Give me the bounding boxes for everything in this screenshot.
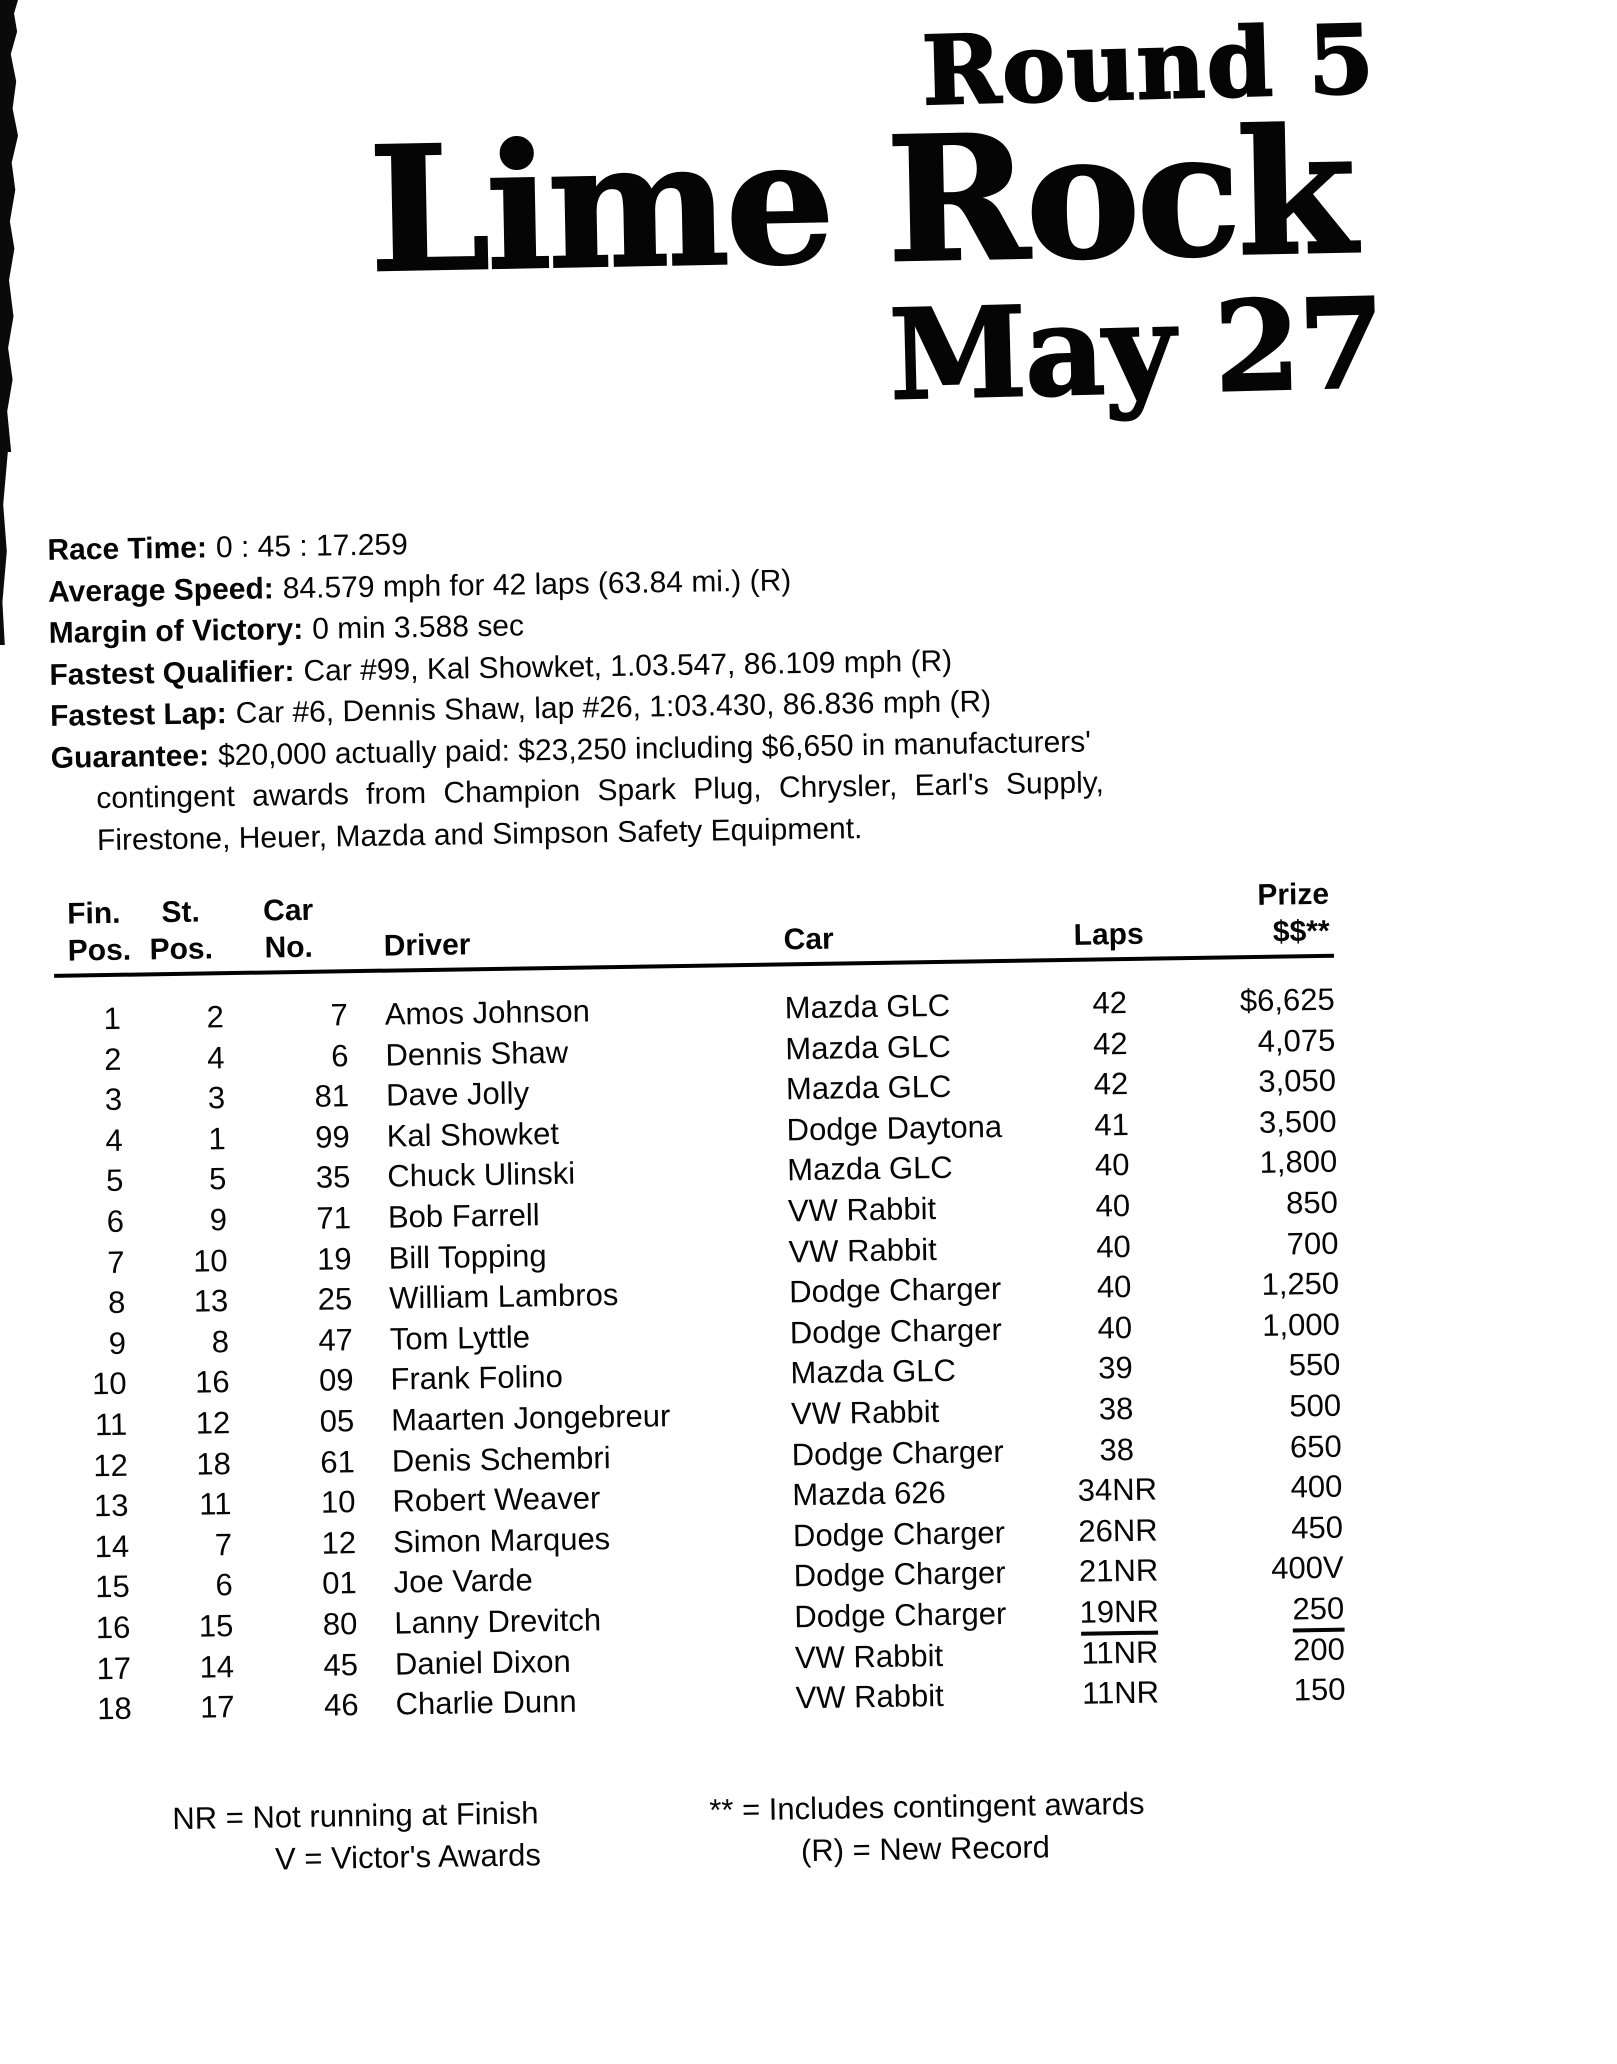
cell-car: Dodge Charger bbox=[794, 1595, 1007, 1635]
cell-prize: 250 bbox=[1292, 1590, 1345, 1627]
cell-car-no: 61 bbox=[320, 1443, 356, 1480]
cell-driver: Bill Topping bbox=[388, 1237, 547, 1276]
race-stats bbox=[47, 513, 1105, 861]
cell-st-pos: 17 bbox=[199, 1689, 235, 1725]
cell-fin-pos: 6 bbox=[106, 1203, 125, 1240]
cell-driver: Amos Johnson bbox=[384, 993, 591, 1032]
cell-st-pos: 18 bbox=[196, 1445, 232, 1482]
cell-laps: 26NR bbox=[1078, 1512, 1158, 1549]
cell-driver: William Lambros bbox=[388, 1277, 619, 1316]
cell-st-pos: 11 bbox=[198, 1486, 232, 1522]
cell-fin-pos: 16 bbox=[95, 1609, 131, 1646]
cell-car: VW Rabbit bbox=[795, 1678, 944, 1716]
cell-fin-pos: 18 bbox=[96, 1690, 132, 1727]
cell-car: Mazda GLC bbox=[785, 1028, 952, 1066]
cell-car-no: 01 bbox=[321, 1565, 357, 1602]
cell-st-pos: 2 bbox=[206, 999, 225, 1035]
cell-fin-pos: 9 bbox=[108, 1325, 127, 1361]
cell-laps: 42 bbox=[1093, 1066, 1129, 1102]
cell-fin-pos: 11 bbox=[94, 1406, 128, 1443]
cell-car: Mazda GLC bbox=[784, 987, 951, 1026]
cell-laps: 38 bbox=[1099, 1431, 1135, 1468]
cell-st-pos: 16 bbox=[194, 1364, 230, 1401]
cell-car-no: 7 bbox=[330, 997, 349, 1033]
stat-label: Margin of Victory: bbox=[48, 612, 304, 650]
results-header-row bbox=[53, 876, 1334, 978]
cell-laps: 11NR bbox=[1081, 1634, 1159, 1671]
cell-laps: 42 bbox=[1092, 1025, 1128, 1062]
cell-car-no: 6 bbox=[330, 1037, 349, 1074]
cell-car: Dodge Charger bbox=[793, 1555, 1006, 1594]
cell-fin-pos: 15 bbox=[94, 1569, 131, 1605]
cell-driver: Dave Jolly bbox=[385, 1075, 530, 1113]
cell-car-no: 47 bbox=[318, 1321, 354, 1358]
round-label: Round 5 bbox=[920, 4, 1377, 128]
cell-car: Dodge Charger bbox=[792, 1514, 1006, 1554]
legend-victor: V = Victor's Awards bbox=[274, 1837, 542, 1877]
stat-value: Car #6, Dennis Shaw, lap #26, 1:03.430, 86.836 mph (R) bbox=[235, 685, 992, 730]
cell-driver: Joe Varde bbox=[393, 1562, 533, 1600]
cell-car: VW Rabbit bbox=[790, 1393, 940, 1432]
stat-value: 84.579 mph for 42 laps (63.84 mi.) (R) bbox=[282, 563, 792, 605]
cell-st-pos: 5 bbox=[208, 1161, 227, 1197]
cell-prize: 650 bbox=[1289, 1428, 1342, 1465]
cell-laps: 40 bbox=[1097, 1309, 1133, 1346]
cell-driver: Daniel Dixon bbox=[394, 1643, 571, 1682]
cell-laps: 42 bbox=[1092, 984, 1128, 1021]
cell-st-pos: 10 bbox=[192, 1242, 228, 1279]
cell-st-pos: 12 bbox=[195, 1405, 231, 1441]
cell-fin-pos: 3 bbox=[104, 1081, 123, 1118]
cell-fin-pos: 5 bbox=[105, 1163, 124, 1199]
col-header-fin-pos: Fin. Pos. bbox=[66, 896, 132, 968]
cell-car-no: 71 bbox=[316, 1200, 352, 1236]
stat-label: Fastest Qualifier: bbox=[49, 654, 295, 692]
cell-car-no: 99 bbox=[314, 1118, 350, 1155]
cell-car-no: 05 bbox=[319, 1403, 355, 1439]
cell-driver: Chuck Ulinski bbox=[387, 1156, 576, 1194]
cell-st-pos: 3 bbox=[207, 1080, 226, 1116]
cell-prize: 1,800 bbox=[1259, 1144, 1338, 1181]
cell-fin-pos: 14 bbox=[94, 1528, 130, 1564]
cell-fin-pos: 2 bbox=[103, 1041, 122, 1077]
cell-car: Dodge Charger bbox=[788, 1271, 1002, 1310]
col-header-st-pos: St. Pos. bbox=[149, 895, 214, 967]
cell-prize: 400V bbox=[1270, 1549, 1344, 1587]
cell-car: Mazda GLC bbox=[790, 1353, 957, 1391]
cell-prize: 700 bbox=[1286, 1225, 1339, 1262]
cell-fin-pos: 4 bbox=[105, 1122, 123, 1158]
cell-car-no: 25 bbox=[317, 1281, 353, 1317]
cell-car: Mazda GLC bbox=[785, 1068, 952, 1107]
cell-car: Dodge Charger bbox=[791, 1433, 1004, 1472]
cell-car-no: 81 bbox=[314, 1078, 350, 1114]
cell-driver: Tom Lyttle bbox=[389, 1319, 531, 1357]
cell-car-no: 80 bbox=[322, 1606, 358, 1642]
cell-fin-pos: 1 bbox=[103, 1000, 122, 1037]
cell-st-pos: 8 bbox=[211, 1323, 230, 1360]
stat-label: Average Speed: bbox=[47, 571, 274, 609]
cell-st-pos: 15 bbox=[198, 1608, 234, 1644]
cell-driver: Lanny Drevitch bbox=[394, 1602, 602, 1641]
legend-stars: ** = Includes contingent awards bbox=[709, 1785, 1145, 1828]
cell-driver: Dennis Shaw bbox=[385, 1034, 569, 1073]
cell-car: Mazda GLC bbox=[787, 1150, 953, 1188]
col-header-driver: Driver bbox=[383, 928, 471, 963]
cell-prize: 200 bbox=[1292, 1631, 1346, 1667]
cell-st-pos: 6 bbox=[215, 1567, 233, 1603]
cell-fin-pos: 13 bbox=[93, 1487, 129, 1524]
cell-fin-pos: 7 bbox=[107, 1244, 125, 1280]
cell-prize: 450 bbox=[1290, 1509, 1344, 1546]
cell-laps: 11NR bbox=[1081, 1674, 1160, 1711]
col-header-prize: Prize $$** bbox=[1257, 877, 1330, 949]
stat-label: Race Time: bbox=[47, 531, 208, 567]
cell-car-no: 12 bbox=[321, 1524, 357, 1561]
cell-prize: 850 bbox=[1285, 1184, 1339, 1221]
event-date: May 27 bbox=[887, 271, 1385, 429]
page-title: Lime Rock bbox=[367, 89, 1354, 312]
cell-st-pos: 13 bbox=[193, 1283, 229, 1319]
cell-prize: 1,250 bbox=[1261, 1265, 1340, 1303]
cell-prize: 3,500 bbox=[1258, 1103, 1337, 1140]
legend-nr: NR = Not running at Finish bbox=[172, 1795, 539, 1837]
cell-car-no: 46 bbox=[323, 1687, 359, 1723]
col-header-laps: Laps bbox=[1073, 917, 1144, 952]
cell-car: VW Rabbit bbox=[787, 1190, 937, 1229]
cell-fin-pos: 17 bbox=[96, 1650, 132, 1686]
cell-car-no: 10 bbox=[320, 1484, 356, 1520]
cell-car-no: 35 bbox=[315, 1159, 351, 1196]
cell-driver: Charlie Dunn bbox=[395, 1683, 577, 1722]
cell-st-pos: 9 bbox=[209, 1202, 228, 1238]
stat-label: Guarantee: bbox=[50, 738, 210, 775]
cell-prize: 550 bbox=[1288, 1347, 1341, 1383]
cell-laps: 41 bbox=[1094, 1106, 1130, 1143]
results-table bbox=[53, 876, 1346, 1731]
cell-prize: 4,075 bbox=[1257, 1022, 1336, 1059]
cell-laps: 40 bbox=[1094, 1147, 1130, 1183]
cell-car-no: 19 bbox=[316, 1240, 352, 1277]
cell-st-pos: 14 bbox=[199, 1648, 235, 1685]
cell-st-pos: 4 bbox=[206, 1039, 225, 1076]
cell-driver: Simon Marques bbox=[392, 1520, 611, 1560]
cell-driver: Kal Showket bbox=[386, 1115, 560, 1154]
cell-car: Dodge Daytona bbox=[786, 1108, 1003, 1148]
cell-driver: Bob Farrell bbox=[387, 1197, 540, 1235]
cell-st-pos: 1 bbox=[208, 1120, 226, 1157]
cell-driver: Frank Folino bbox=[390, 1359, 564, 1397]
stat-label: Fastest Lap: bbox=[49, 697, 228, 733]
guarantee-continuation-line: Firestone, Heuer, Mazda and Simpson Safety Equipment. bbox=[96, 811, 863, 857]
cell-fin-pos: 12 bbox=[93, 1447, 129, 1483]
cell-car-no: 09 bbox=[318, 1362, 354, 1399]
cell-car: VW Rabbit bbox=[794, 1637, 944, 1675]
cell-fin-pos: 10 bbox=[91, 1366, 127, 1402]
cell-st-pos: 7 bbox=[214, 1526, 233, 1563]
cell-driver: Robert Weaver bbox=[392, 1480, 601, 1519]
cell-car-no: 45 bbox=[323, 1646, 359, 1683]
results-rows bbox=[55, 980, 1346, 1731]
cell-car: Dodge Charger bbox=[789, 1311, 1003, 1351]
cell-laps: 40 bbox=[1095, 1228, 1132, 1265]
cell-laps: 34NR bbox=[1077, 1471, 1158, 1508]
guarantee-continuation-line: contingent awards from Champion Spark Plug, Chrysler, Earl's Supply, bbox=[96, 766, 1105, 816]
cell-car: Mazda 626 bbox=[792, 1475, 947, 1513]
col-header-car: Car bbox=[783, 922, 834, 957]
cell-fin-pos: 8 bbox=[107, 1284, 126, 1321]
cell-laps: 38 bbox=[1098, 1390, 1134, 1427]
stat-value: Car #99, Kal Showket, 1.03.547, 86.109 mph (R) bbox=[303, 644, 953, 688]
stat-value: $20,000 actually paid: $23,250 including $6,650 in manufacturers' bbox=[217, 725, 1092, 772]
cell-car: VW Rabbit bbox=[788, 1231, 937, 1269]
cell-laps: 19NR bbox=[1079, 1593, 1160, 1630]
cell-prize: 150 bbox=[1293, 1671, 1346, 1708]
cell-prize: 1,000 bbox=[1261, 1306, 1341, 1343]
cell-laps: 21NR bbox=[1078, 1552, 1159, 1590]
stat-value: 0 : 45 : 17.259 bbox=[215, 528, 409, 565]
cell-laps: 39 bbox=[1097, 1350, 1133, 1386]
col-header-car-no: Car No. bbox=[262, 893, 314, 965]
cell-driver: Maarten Jongebreur bbox=[390, 1398, 671, 1438]
cell-prize: $6,625 bbox=[1239, 981, 1335, 1019]
cell-driver: Denis Schembri bbox=[391, 1439, 611, 1479]
cell-prize: 500 bbox=[1289, 1387, 1342, 1424]
cell-laps: 40 bbox=[1095, 1187, 1131, 1224]
cell-prize: 3,050 bbox=[1258, 1062, 1337, 1100]
cell-prize: 400 bbox=[1290, 1468, 1343, 1505]
stat-value: 0 min 3.588 sec bbox=[311, 609, 525, 646]
cell-laps: 40 bbox=[1096, 1269, 1132, 1305]
legend-record: (R) = New Record bbox=[800, 1829, 1051, 1869]
